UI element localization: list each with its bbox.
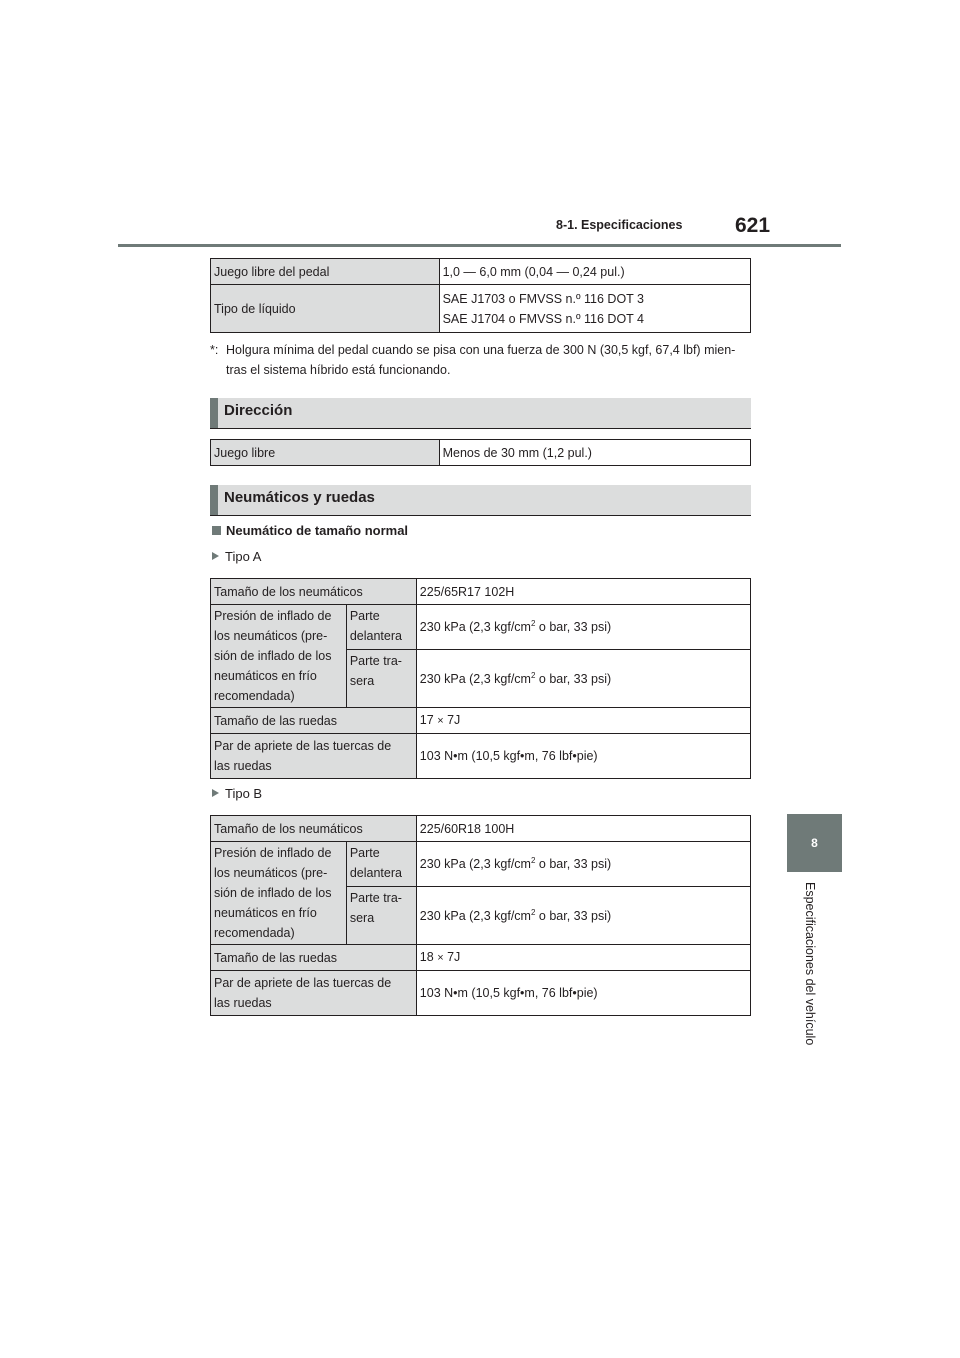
tire-size-value: 225/65R17 102H <box>416 579 750 605</box>
wheel-diameter: 18 <box>419 950 434 964</box>
front-label <box>346 605 416 650</box>
torque-value: 103 N•m (10,5 kgf•m, 76 lbf•pie) <box>416 971 750 1016</box>
torque-label-line: las ruedas <box>214 996 272 1010</box>
pressure-text: o bar, 33 psi) <box>535 857 612 871</box>
table-row <box>211 816 751 842</box>
tires-subheading <box>212 523 408 538</box>
table-row <box>211 285 751 333</box>
chapter-label: Especificaciones del vehículo <box>803 882 817 1046</box>
wheel-size-label: Tamaño de las ruedas <box>211 945 417 971</box>
front-label-line: delantera <box>349 866 402 880</box>
rear-label-line: Parte tra- <box>349 654 402 668</box>
rear-pressure-value <box>416 887 750 945</box>
pressure-label-line: Presión de inflado de <box>214 846 332 860</box>
table-row <box>211 708 751 734</box>
type-b-heading <box>212 786 262 801</box>
torque-label <box>211 734 417 779</box>
rear-label <box>346 650 416 708</box>
type-a-heading <box>212 549 261 564</box>
front-label-line: delantera <box>349 629 402 643</box>
pressure-label-line: recomendada) <box>214 926 295 940</box>
section-accent <box>210 398 218 428</box>
table-row <box>211 971 751 1016</box>
pressure-label <box>211 842 347 945</box>
section-header: 8-1. Especificaciones <box>556 218 683 232</box>
type-b-label: Tipo B <box>225 786 263 801</box>
type-b-table <box>210 815 751 1016</box>
torque-label-line: Par de apriete de las tuercas de <box>214 976 392 990</box>
fluid-type-label: Tipo de líquido <box>211 285 440 333</box>
pressure-text: 230 kPa (2,3 kgf/cm <box>419 857 531 871</box>
fluid-value-1: SAE J1703 o FMVSS n.º 116 DOT 3 <box>442 291 645 306</box>
pressure-text: o bar, 33 psi) <box>535 908 612 923</box>
tire-size-label: Tamaño de los neumáticos <box>211 816 417 842</box>
type-a-label: Tipo A <box>225 549 262 564</box>
steering-table <box>210 439 751 466</box>
superscript: 2 <box>530 670 536 680</box>
triangle-bullet-icon <box>212 552 219 560</box>
pressure-text: o bar, 33 psi) <box>535 671 612 686</box>
pressure-label-line: los neumáticos (pre- <box>214 629 328 643</box>
wheel-width: 7J <box>447 950 461 964</box>
superscript: 2 <box>530 907 536 917</box>
triangle-bullet-icon <box>212 789 219 797</box>
chapter-tab <box>787 814 842 872</box>
table-row <box>211 440 751 466</box>
steering-play-value: Menos de 30 mm (1,2 pul.) <box>439 440 750 466</box>
pressure-label-line: los neumáticos (pre- <box>214 866 328 880</box>
pedal-play-label: Juego libre del pedal <box>211 259 440 285</box>
tires-section-header <box>210 485 751 516</box>
chapter-label-container <box>787 882 842 1062</box>
steering-play-label: Juego libre <box>211 440 440 466</box>
brakes-table <box>210 258 751 333</box>
tire-size-label: Tamaño de los neumáticos <box>211 579 417 605</box>
pressure-label-line: Presión de inflado de <box>214 609 332 623</box>
tires-title: Neumáticos y ruedas <box>224 489 375 506</box>
page-number: 621 <box>735 214 771 237</box>
pressure-text: 230 kPa (2,3 kgf/cm <box>419 671 531 686</box>
torque-value: 103 N•m (10,5 kgf•m, 76 lbf•pie) <box>416 734 750 779</box>
square-bullet-icon <box>212 526 221 535</box>
chapter-number: 8 <box>811 836 818 850</box>
type-a-table <box>210 578 751 779</box>
section-accent <box>210 485 218 515</box>
pressure-text: 230 kPa (2,3 kgf/cm <box>419 908 531 923</box>
wheel-size-label: Tamaño de las ruedas <box>211 708 417 734</box>
tire-size-value: 225/60R18 100H <box>416 816 750 842</box>
wheel-size-value <box>416 945 750 971</box>
superscript: 2 <box>530 618 536 628</box>
footnote <box>210 340 755 380</box>
times-sign: × <box>437 715 444 727</box>
table-row <box>211 579 751 605</box>
torque-label-line: las ruedas <box>214 759 272 773</box>
table-row <box>211 842 751 887</box>
pressure-label-line: neumáticos en frío <box>214 669 317 683</box>
table-row <box>211 605 751 650</box>
rear-label-line: Parte tra- <box>349 891 402 905</box>
pressure-label-line: sión de inflado de los <box>214 649 332 663</box>
pressure-text: 230 kPa (2,3 kgf/cm <box>419 620 531 634</box>
table-row <box>211 734 751 779</box>
pedal-play-value: 1,0 — 6,0 mm (0,04 — 0,24 pul.) <box>439 259 750 285</box>
pressure-text: o bar, 33 psi) <box>535 620 612 634</box>
torque-label <box>211 971 417 1016</box>
front-pressure-value <box>416 605 750 650</box>
pressure-label-line: neumáticos en frío <box>214 906 317 920</box>
front-label-line: Parte <box>349 609 380 623</box>
rear-label-line: sera <box>349 674 375 688</box>
rear-pressure-value <box>416 650 750 708</box>
wheel-diameter: 17 <box>419 713 434 727</box>
rear-label-line: sera <box>349 911 375 925</box>
footnote-marker: *: <box>210 343 219 357</box>
front-label <box>346 842 416 887</box>
pressure-label <box>211 605 347 708</box>
rear-label <box>346 887 416 945</box>
steering-section-header <box>210 398 751 429</box>
times-sign: × <box>437 952 444 964</box>
footnote-text: Holgura mínima del pedal cuando se pisa con una fuerza de 300 N (30,5 kgf, 67,4 lbf) mien- tras el sistema híbrido está funcionando. <box>226 343 736 377</box>
subheading-text: Neumático de tamaño normal <box>226 523 409 538</box>
torque-label-line: Par de apriete de las tuercas de <box>214 739 392 753</box>
front-label-line: Parte <box>349 846 380 860</box>
header-rule <box>118 244 841 247</box>
pressure-label-line: sión de inflado de los <box>214 886 332 900</box>
wheel-width: 7J <box>447 713 461 727</box>
table-row <box>211 945 751 971</box>
pressure-label-line: recomendada) <box>214 689 295 703</box>
fluid-type-value <box>439 285 750 333</box>
table-row <box>211 259 751 285</box>
wheel-size-value <box>416 708 750 734</box>
fluid-value-2: SAE J1704 o FMVSS n.º 116 DOT 4 <box>442 311 645 326</box>
front-pressure-value <box>416 842 750 887</box>
steering-title: Dirección <box>224 402 293 419</box>
superscript: 2 <box>530 855 536 865</box>
